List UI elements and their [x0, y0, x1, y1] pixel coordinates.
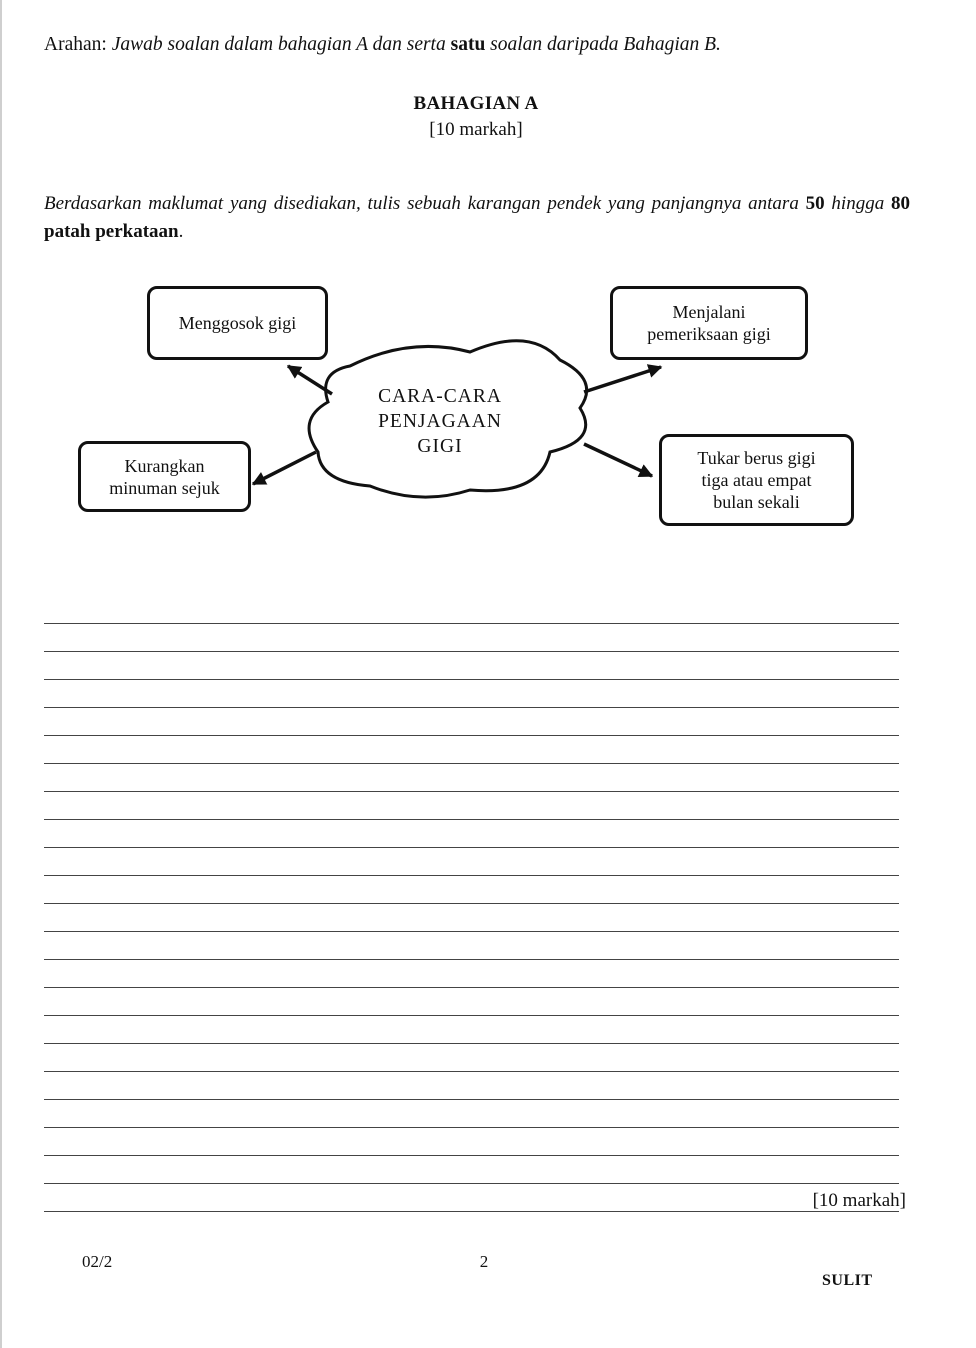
classification-label: SULIT — [822, 1272, 873, 1289]
question-text: Berdasarkan maklumat yang disediakan, tulis sebuah karangan pendek yang panjangnya antara 50 hingga 80 patah perkataan. — [44, 193, 910, 242]
answer-line[interactable] — [44, 1100, 899, 1128]
answer-line[interactable] — [44, 652, 899, 680]
answer-line[interactable] — [44, 764, 899, 792]
instruction-text: Arahan: Jawab soalan dalam bahagian A dan serta satu soalan daripada Bahagian B. — [44, 34, 721, 55]
paper-code: 02/2 — [82, 1252, 113, 1271]
answer-line[interactable] — [44, 820, 899, 848]
answer-line[interactable] — [44, 736, 899, 764]
center-line-1: CARA-CARA — [378, 386, 502, 407]
page-number: 2 — [479, 1252, 489, 1271]
section-marks: [10 markah] — [429, 119, 523, 140]
question-marks: [10 markah] — [812, 1190, 906, 1211]
answer-line[interactable] — [44, 792, 899, 820]
arrow-top-right — [584, 367, 661, 392]
center-line-2: PENJAGAAN — [378, 411, 502, 432]
answer-line[interactable] — [44, 596, 899, 624]
section-title: BAHAGIAN A — [413, 93, 539, 114]
node-tukar-berus: Tukar berus gigi tiga atau empat bulan sekali — [659, 434, 854, 526]
answer-line[interactable] — [44, 1128, 899, 1156]
answer-lines[interactable] — [44, 596, 899, 1212]
answer-line[interactable] — [44, 904, 899, 932]
node-kurangkan-minuman: Kurangkan minuman sejuk — [78, 441, 251, 512]
arrow-top-left — [288, 366, 332, 394]
answer-line[interactable] — [44, 1044, 899, 1072]
answer-line[interactable] — [44, 708, 899, 736]
answer-line[interactable] — [44, 1016, 899, 1044]
answer-line[interactable] — [44, 624, 899, 652]
answer-line[interactable] — [44, 1184, 899, 1212]
node-pemeriksaan-gigi: Menjalani pemeriksaan gigi — [610, 286, 808, 360]
answer-line[interactable] — [44, 680, 899, 708]
answer-line[interactable] — [44, 932, 899, 960]
answer-line[interactable] — [44, 960, 899, 988]
answer-line[interactable] — [44, 1156, 899, 1184]
arrow-bottom-left — [253, 452, 316, 484]
answer-line[interactable] — [44, 1072, 899, 1100]
mindmap-center-label — [340, 384, 540, 459]
answer-line[interactable] — [44, 988, 899, 1016]
node-menggosok-gigi: Menggosok gigi — [147, 286, 328, 360]
answer-line[interactable] — [44, 876, 899, 904]
answer-line[interactable] — [44, 848, 899, 876]
center-line-3: GIGI — [417, 436, 463, 457]
arrow-bottom-right — [584, 444, 652, 476]
